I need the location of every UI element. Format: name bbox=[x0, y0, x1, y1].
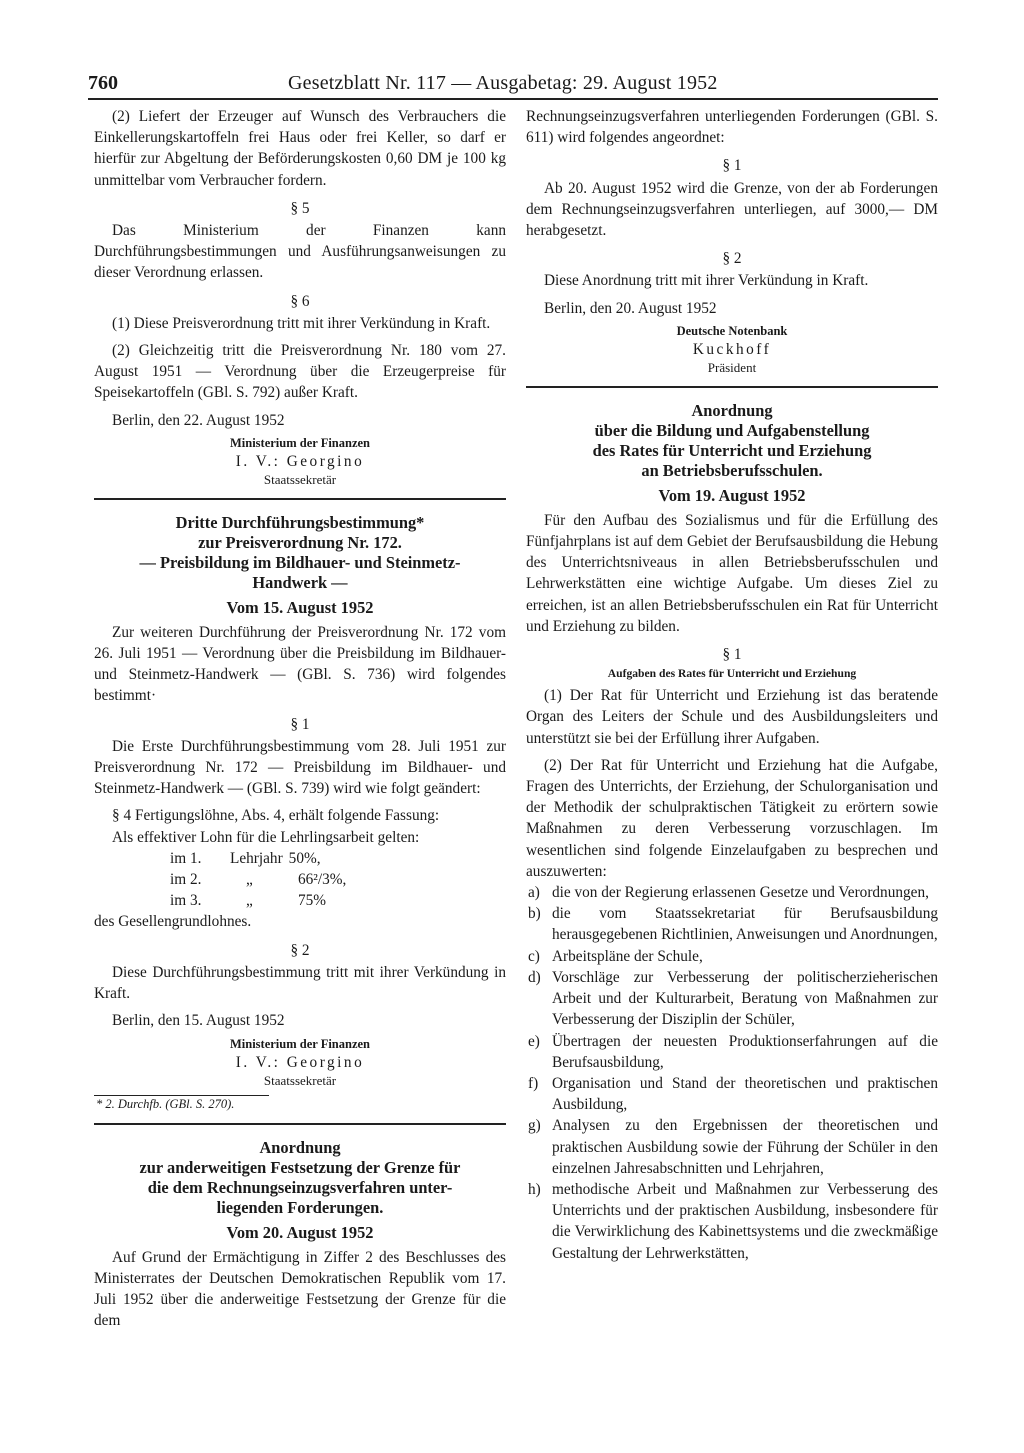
paragraph: (1) Diese Preisverordnung tritt mit ihrer Verkündung in Kraft. bbox=[112, 314, 491, 332]
list-item bbox=[528, 967, 938, 1031]
paragraph: Rechnungseinzugsverfahren unterliegenden Forderungen (GBl. S. 611) wird folgendes angeordnet: bbox=[526, 108, 938, 147]
list-item-text: die vom Staatssekretariat für Berufsausbildung herausgegebenen Richtlinien, Anweisungen und Anordnungen, bbox=[552, 905, 938, 944]
paragraph: Zur weiteren Durchführung der Preisverordnung Nr. 172 vom 26. Juli 1951 — Verordnung über die Preisbildung im Bildhauer- und Steinmetz-Handwerk — (GBl. S. 736) wird folgendes bestimmt· bbox=[94, 623, 506, 705]
list-item-label: h) bbox=[528, 1180, 541, 1198]
issuing-authority: Ministerium der Finanzen bbox=[229, 435, 371, 450]
paragraph: Diese Durchführungsbestimmung tritt mit ihrer Verkündung in Kraft. bbox=[94, 963, 506, 1003]
paragraph: Die Erste Durchführungsbestimmung vom 28. Juli 1951 zur Preisverordnung Nr. 172 — Preisbildung im Bildhauer- und Steinmetz-Handwerk — (GBl. S. 739) wird wie folgt geändert: bbox=[94, 737, 506, 798]
footnote: * 2. Durchfb. (GBl. S. 270). bbox=[96, 1096, 235, 1111]
paragraph: Diese Anordnung tritt mit ihrer Verkündung in Kraft. bbox=[544, 272, 869, 290]
list-item-text: die von der Regierung erlassenen Gesetze und Verordnungen, bbox=[552, 884, 929, 902]
title-line: an Betriebsberufsschulen. bbox=[641, 460, 823, 480]
list-item-text: Arbeitspläne der Schule, bbox=[552, 947, 703, 965]
title-line: — Preisbildung im Bildhauer- und Steinmetz- bbox=[139, 552, 461, 572]
list-item bbox=[528, 1179, 938, 1264]
issuing-authority: Ministerium der Finanzen bbox=[229, 1036, 371, 1051]
wage-year: im 2. bbox=[170, 871, 202, 889]
list-item-text: Übertragen der neuesten Produktionserfahrungen auf die Berufsausbildung, bbox=[552, 1032, 938, 1071]
wage-year: im 1. bbox=[170, 849, 202, 867]
document-title bbox=[526, 401, 938, 481]
paragraph: § 4 Fertigungslöhne, Abs. 4, erhält folgende Fassung: bbox=[112, 807, 440, 825]
paragraph: (1) Der Rat für Unterricht und Erziehung ist das beratende Organ des Leiters der Schule und des Ausbildungsleiters und unterstützt sie bei der Erfüllung ihrer Aufgaben. bbox=[526, 687, 938, 747]
wage-table-row bbox=[94, 890, 506, 911]
list-item-label: e) bbox=[528, 1032, 540, 1050]
list-item-text: Analysen zu den Ergebnissen der theoretischen und praktischen Ausbildung sowie der Führung der Schüler in den einzelnen Jahresabschnitten und Lehrjahren, bbox=[552, 1117, 938, 1177]
wage-table-row bbox=[94, 869, 506, 890]
paragraph: Ab 20. August 1952 wird die Grenze, von der ab Forderungen dem Rechnungseinzugsverfahren unterliegen, auf 3000,— DM herabgesetzt. bbox=[526, 179, 938, 240]
wage-table bbox=[94, 848, 506, 912]
document-date: Vom 19. August 1952 bbox=[658, 485, 806, 505]
paragraph: Auf Grund der Ermächtigung in Ziffer 2 des Beschlusses des Ministerrates der Deutschen Demokratischen Republik vom 17. Juli 1952 über die anderweitige Festsetzung der Grenze für die dem bbox=[94, 1248, 506, 1330]
wage-unit: „ bbox=[246, 892, 253, 910]
page-number: 760 bbox=[88, 72, 118, 94]
paragraph: Das Ministerium der Finanzen kann Durchführungsbestimmungen und Ausführungsanweisungen zu dieser Verordnung erlassen. bbox=[94, 222, 506, 282]
document-date: Vom 15. August 1952 bbox=[226, 597, 374, 617]
paragraph: (2) Der Rat für Unterricht und Erziehung hat die Aufgabe, Fragen des Unterrichts, der Erziehung, der Schulorganisation und der Methodik der schulpraktischen Tätigkeit zu erörtern sowie Maßnahmen zu deren Verbesserung vorzuschlagen. Im wesentlichen sind folgende Einzelaufgaben zu besprechen und auszuwerten: bbox=[526, 756, 938, 880]
section-title: Aufgaben des Rates für Unterricht und Erziehung bbox=[607, 667, 857, 681]
task-list bbox=[526, 882, 938, 1264]
title-line: über die Bildung und Aufgabenstellung bbox=[594, 420, 870, 440]
title-line: liegenden Forderungen. bbox=[216, 1197, 384, 1217]
place-date: Berlin, den 15. August 1952 bbox=[112, 1012, 285, 1030]
section-divider bbox=[94, 1123, 506, 1125]
left-column bbox=[94, 106, 506, 1331]
paragraph: (2) Liefert der Erzeuger auf Wunsch des Verbrauchers die Einkellerungskartoffeln frei Haus oder frei Keller, so darf er hierfür zur Abgeltung der Beförderungskosten 0,60 DM je 100 kg unmittelbar vom Verbraucher fordern. bbox=[94, 108, 506, 189]
title-line: Anordnung bbox=[259, 1137, 341, 1157]
list-item-label: b) bbox=[528, 905, 541, 923]
list-item bbox=[528, 882, 938, 903]
header-rule bbox=[88, 98, 938, 100]
running-title: Gesetzblatt Nr. 117 — Ausgabetag: 29. August 1952 bbox=[288, 72, 718, 94]
section-heading: § 1 bbox=[290, 715, 310, 733]
wage-table-row bbox=[94, 848, 506, 869]
section-divider bbox=[94, 498, 506, 500]
title-line: Dritte Durchführungsbestimmung* bbox=[175, 512, 425, 532]
list-item bbox=[528, 903, 938, 945]
right-column bbox=[526, 106, 938, 1264]
section-heading: § 6 bbox=[290, 292, 310, 310]
issuing-authority: Deutsche Notenbank bbox=[676, 323, 788, 338]
wage-year: im 3. bbox=[170, 892, 202, 910]
title-line: Anordnung bbox=[691, 400, 773, 420]
list-item bbox=[528, 946, 938, 967]
list-item-label: g) bbox=[528, 1117, 541, 1135]
wage-rate: 50%, bbox=[288, 849, 321, 867]
section-heading: § 1 bbox=[722, 646, 742, 664]
paragraph: Für den Aufbau des Sozialismus und für die Erfüllung des Fünfjahrplans ist auf dem Gebiet der Berufsausbildung die Hebung des Unterrichtsniveaus in allen Betriebsberufsschulen und Lehrwerkstätten eine wichtige Aufgabe. Um dieses Ziel zu erreichen, ist an allen Betriebsberufsschulen ein Rat für Unterricht und Erziehung zu bilden. bbox=[526, 511, 938, 635]
section-heading: § 1 bbox=[722, 157, 742, 175]
title-line: zur Preisverordnung Nr. 172. bbox=[198, 532, 402, 552]
signature: Kuckhoff bbox=[692, 340, 772, 358]
wage-rate: 75% bbox=[298, 892, 327, 910]
list-item-text: methodische Arbeit und Maßnahmen zur Verbesserung des Unterrichts und der praktischen Ausbildung, insbesondere für die Verwirklichung des Kabinettsystems und die zweckmäßige Gestaltung der Lehrwerkstätten, bbox=[552, 1180, 938, 1262]
list-item-label: a) bbox=[528, 884, 540, 902]
signature: I. V.: Georgino bbox=[235, 452, 365, 470]
list-item-label: c) bbox=[528, 947, 540, 965]
document-title bbox=[94, 1138, 506, 1218]
list-item bbox=[528, 1031, 938, 1073]
title-line: des Rates für Unterricht und Erziehung bbox=[592, 440, 872, 460]
list-item-label: d) bbox=[528, 968, 541, 986]
signatory-role: Präsident bbox=[707, 359, 757, 375]
section-heading: § 2 bbox=[290, 941, 310, 959]
signatory-role: Staatssekretär bbox=[263, 1072, 337, 1088]
section-heading: § 2 bbox=[722, 250, 742, 268]
paragraph: des Gesellengrundlohnes. bbox=[94, 913, 252, 931]
title-line: Handwerk — bbox=[252, 572, 348, 592]
list-item-text: Vorschläge zur Verbesserung der politischerzieherischen Arbeit und der Kulturarbeit, Beratung von Maßnahmen zur Verbesserung der Disziplin der Schüler, bbox=[552, 968, 938, 1029]
wage-rate: 66²/3%, bbox=[298, 871, 347, 889]
section-heading: § 5 bbox=[290, 199, 310, 217]
list-item-label: f) bbox=[528, 1074, 539, 1092]
wage-unit: Lehrjahr bbox=[230, 849, 283, 867]
page-header bbox=[88, 72, 938, 98]
place-date: Berlin, den 22. August 1952 bbox=[112, 411, 285, 429]
signature: I. V.: Georgino bbox=[235, 1053, 365, 1071]
list-item bbox=[528, 1073, 938, 1115]
title-line: zur anderweitigen Festsetzung der Grenze für bbox=[139, 1157, 461, 1177]
list-item-text: Organisation und Stand der theoretischen und praktischen Ausbildung, bbox=[552, 1074, 938, 1114]
document-title bbox=[94, 513, 506, 593]
paragraph: Als effektiver Lohn für die Lehrlingsarbeit gelten: bbox=[112, 828, 420, 846]
section-divider bbox=[526, 386, 938, 388]
signatory-role: Staatssekretär bbox=[263, 471, 337, 487]
document-date: Vom 20. August 1952 bbox=[226, 1222, 374, 1242]
list-item bbox=[528, 1115, 938, 1179]
wage-unit: „ bbox=[246, 871, 253, 889]
title-line: die dem Rechnungseinzugsverfahren unter- bbox=[147, 1177, 453, 1197]
paragraph: (2) Gleichzeitig tritt die Preisverordnung Nr. 180 vom 27. August 1951 — Verordnung über die Erzeugerpreise für Speisekartoffeln (GBl. S. 792) außer Kraft. bbox=[94, 342, 506, 402]
place-date: Berlin, den 20. August 1952 bbox=[544, 299, 717, 317]
